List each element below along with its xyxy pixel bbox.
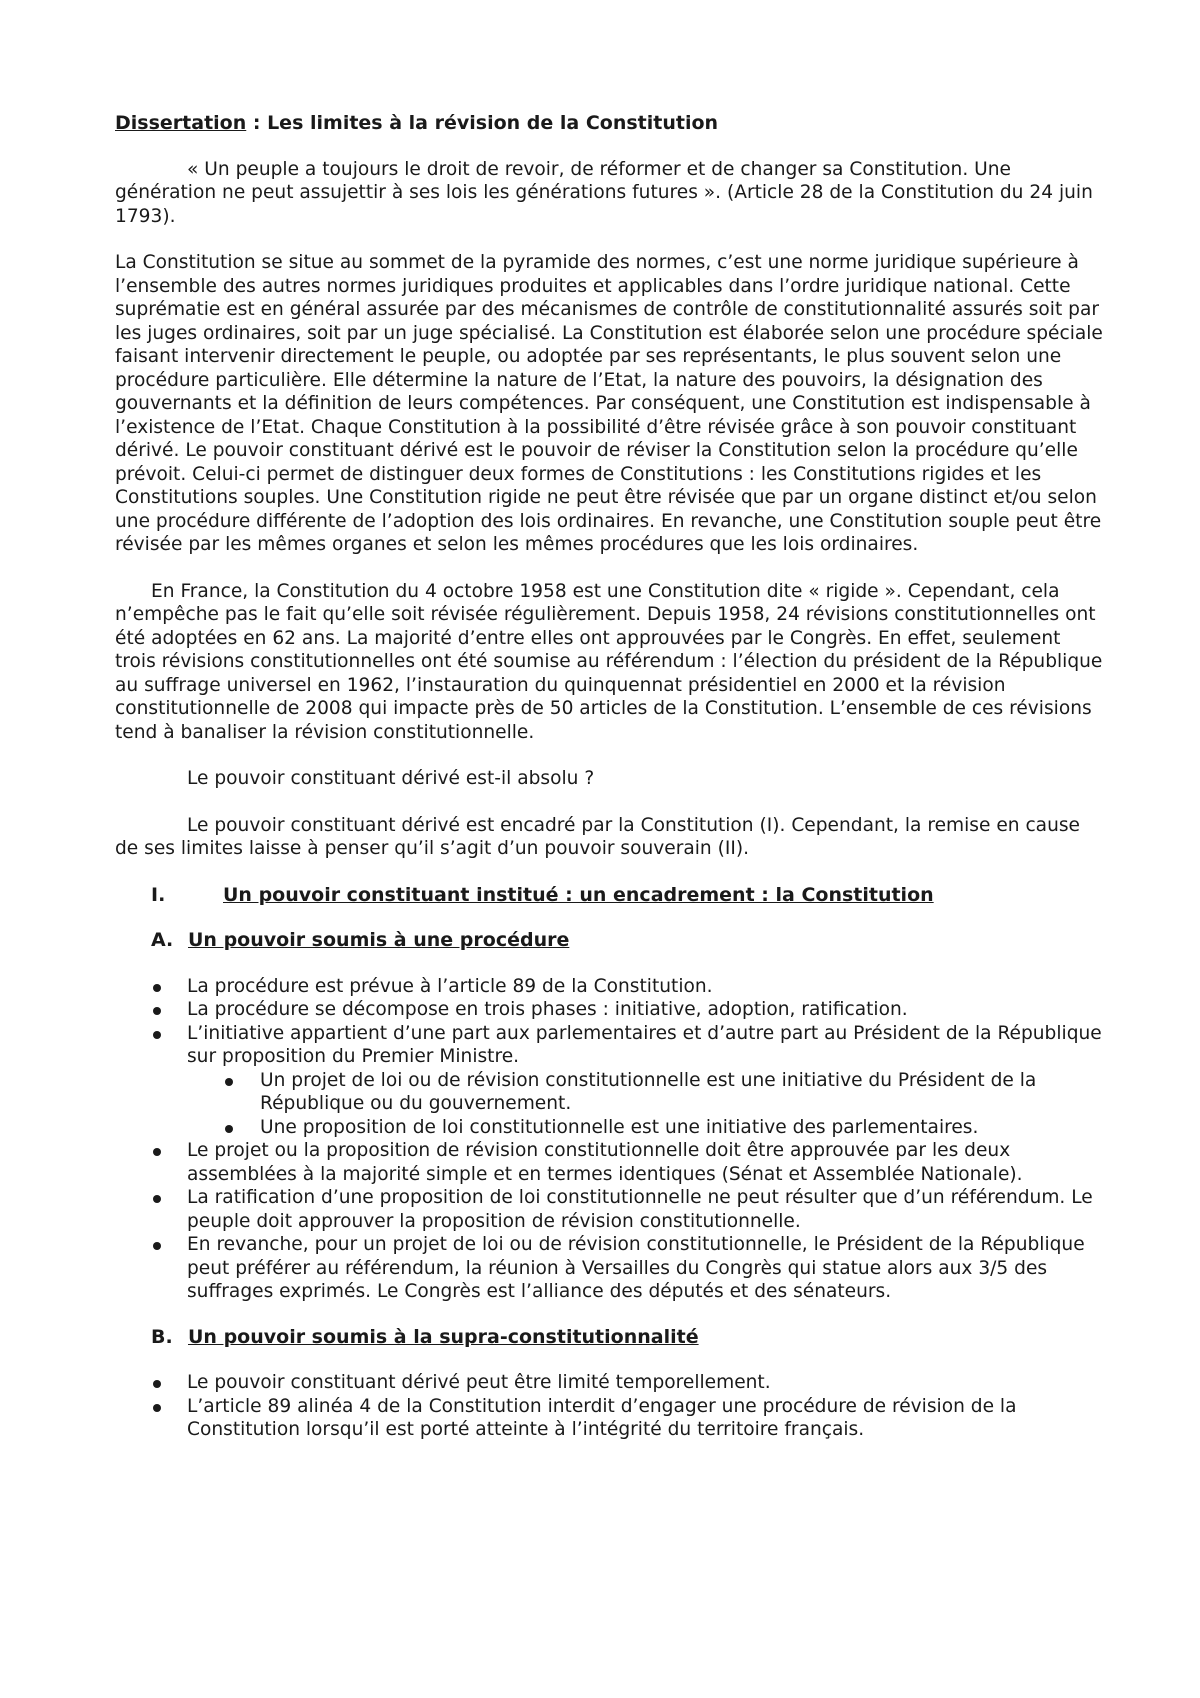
section-a-list — [115, 975, 1105, 1304]
sub-list-item: Un projet de loi ou de révision constitutionnelle est une initiative du Président de la République ou du gouvernement. — [115, 1069, 1105, 1116]
list-item: La ratification d’une proposition de loi constitutionnelle ne peut résulter que d’un référendum. Le peuple doit approuver la proposition de révision constitutionnelle. — [115, 1186, 1105, 1233]
list-item: En revanche, pour un projet de loi ou de révision constitutionnelle, le Président de la République peut préférer au référendum, la réunion à Versailles du Congrès qui statue alors aux 3/5 des suffrages exprimés. Le Congrès est l’alliance des députés et des sénateurs. — [115, 1233, 1105, 1304]
intro-paragraph-2: En France, la Constitution du 4 octobre 1958 est une Constitution dite « rigide ». Cependant, cela n’empêche pas le fait qu’elle soit révisée régulièrement. Depuis 1958, 24 révisions constitutionnelles ont été adoptées en 62 ans. La majorité d’entre elles ont approuvées par le Congrès. En effet, seulement trois révisions constitutionnelles ont été soumise au référendum : l’élection du président de la République au suffrage universel en 1962, l’instauration du quinquennat présidentiel en 2000 et la révision constitutionnelle de 2008 qui impacte près de 50 articles de la Constitution. L’ensemble de ces révisions tend à banaliser la révision constitutionnelle. — [115, 580, 1103, 743]
part-1-number: I. — [151, 883, 166, 906]
intro-paragraph-1: La Constitution se situe au sommet de la pyramide des normes, c’est une norme juridique supérieure à l’ensemble des autres normes juridiques produites et applicables dans l’ordre juridique national. Cette suprématie est en général assurée par des mécanismes de contrôle de constitutionnalité assurés soit par les juges ordinaires, soit par un juge spécialisé. La Constitution est élaborée selon une procédure spéciale faisant intervenir directement le peuple, ou adoptée par ses représentants, le plus souvent selon une procédure particulière. Elle détermine la nature de l’Etat, la nature des pouvoirs, la désignation des gouvernants et la définition de leurs compétences. Par conséquent, une Constitution est indispensable à l’existence de l’Etat. Chaque Constitution à la possibilité d’être révisée grâce à son pouvoir constituant dérivé. Le pouvoir constituant dérivé est le pouvoir de réviser la Constitution selon la procédure qu’elle prévoit. Celui-ci permet de distinguer deux formes de Constitutions : les Constitutions rigides et les Constitutions souples. Une Constitution rigide ne peut être révisée que par un organe distinct et/ou selon une procédure différente de l’adoption des lois ordinaires. En revanche, une Constitution souple peut être révisée par les mêmes organes et selon les mêmes procédures que les lois ordinaires. — [115, 252, 1103, 555]
title-text: : Les limites à la révision de la Constitution — [246, 112, 719, 134]
sub-list-item: Une proposition de loi constitutionnelle est une initiative des parlementaires. — [115, 1116, 1105, 1140]
list-item: L’initiative appartient d’une part aux parlementaires et d’autre part au Président de la République sur proposition du Premier Ministre. — [115, 1022, 1105, 1069]
section-b-list — [115, 1371, 1105, 1442]
section-b-heading — [115, 1326, 1105, 1350]
section-a-title: Un pouvoir soumis à une procédure — [188, 929, 570, 951]
list-item: La procédure se décompose en trois phases : initiative, adoption, ratification. — [115, 998, 1105, 1022]
list-item: L’article 89 alinéa 4 de la Constitution interdit d’engager une procédure de révision de la Constitution lorsqu’il est porté atteinte à l’intégrité du territoire français. — [115, 1395, 1105, 1442]
part-1-heading — [115, 884, 1105, 908]
epigraph-quote: « Un peuple a toujours le droit de revoir, de réformer et de changer sa Constitution. Une génération ne peut assujettir à ses lois les générations futures ». (Article 28 de la Constitution du 24 juin 1793). — [115, 158, 1093, 227]
list-item: La procédure est prévue à l’article 89 de la Constitution. — [115, 975, 1105, 999]
annonce-du-plan: Le pouvoir constituant dérivé est encadré par la Constitution (I). Cependant, la remise en cause de ses limites laisse à penser qu’il s’agit d’un pouvoir souverain (II). — [115, 814, 1080, 859]
section-a-heading — [115, 929, 1105, 953]
section-b-title: Un pouvoir soumis à la supra-constitutionnalité — [188, 1325, 699, 1348]
section-a-number: A. — [151, 929, 174, 951]
document-title — [115, 112, 1105, 136]
part-1-title: Un pouvoir constituant institué : un encadrement : la Constitution — [223, 883, 934, 906]
title-label: Dissertation — [115, 112, 247, 134]
list-item: Le pouvoir constituant dérivé peut être limité temporellement. — [115, 1371, 1105, 1395]
list-item: Le projet ou la proposition de révision constitutionnelle doit être approuvée par les deux assemblées à la majorité simple et en termes identiques (Sénat et Assemblée Nationale). — [115, 1139, 1105, 1186]
document-page — [115, 112, 1105, 1442]
section-b-number: B. — [151, 1325, 173, 1348]
problematique: Le pouvoir constituant dérivé est-il absolu ? — [187, 768, 595, 789]
